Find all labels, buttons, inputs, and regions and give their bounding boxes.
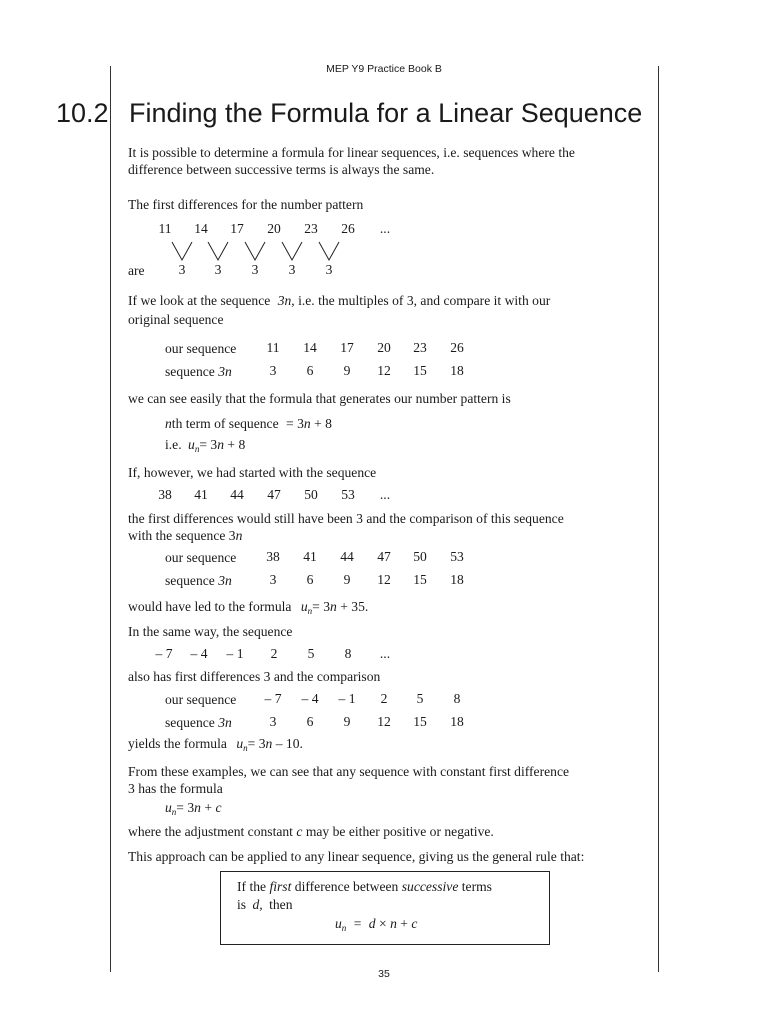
table-cell: 6 xyxy=(306,572,314,587)
row-label-our: our sequence xyxy=(165,341,237,356)
rule-text-c: terms xyxy=(461,879,492,894)
rule-successive: successive xyxy=(401,879,459,894)
formula1-ie: i.e. xyxy=(165,437,182,452)
second-line-a: the first differences would still have been 3 and the comparison of this sequence xyxy=(128,511,564,526)
table-cell: 14 xyxy=(303,340,317,355)
table-cell: 41 xyxy=(303,549,317,564)
rule-box-line-2 xyxy=(237,896,293,915)
formula1-tail: + 8 xyxy=(310,416,332,431)
second-line-b-text: with the sequence 3 xyxy=(128,528,236,543)
rule-c: c xyxy=(411,916,418,931)
rule-n: n xyxy=(390,916,397,931)
formula3-line xyxy=(128,735,303,755)
table-cell: 12 xyxy=(377,572,391,587)
row-label-3n-var: 3n xyxy=(218,364,232,379)
difference-arrows xyxy=(0,238,768,268)
table-cell: 47 xyxy=(377,549,391,564)
pattern-ellipsis: ... xyxy=(379,221,391,236)
rule-eq: = xyxy=(353,916,362,931)
formula3-sub: n xyxy=(243,743,248,753)
general-line-1: From these examples, we can see that any sequence with constant first difference xyxy=(128,764,570,779)
pattern-term: 26 xyxy=(341,221,355,236)
sequence-term: 41 xyxy=(194,487,208,502)
sequence-ellipsis: ... xyxy=(379,646,391,661)
general-sub: n xyxy=(171,807,177,817)
formula1-lead: we can see easily that the formula that generates our number pattern is xyxy=(128,391,511,406)
formula1-sub: n xyxy=(194,444,200,454)
sequence-term: 38 xyxy=(158,487,172,502)
rule-text-b: difference between xyxy=(294,879,399,894)
pattern-term: 17 xyxy=(230,221,244,236)
table-cell: 23 xyxy=(413,340,427,355)
are-label: are xyxy=(128,263,145,278)
table-cell: 3 xyxy=(269,363,277,378)
row-label-3n xyxy=(165,714,232,733)
table-cell: 3 xyxy=(269,572,277,587)
formula1-n3: n xyxy=(217,437,224,452)
formula1-n2: n xyxy=(303,416,311,431)
sequence-term: 44 xyxy=(230,487,244,502)
difference-value: 3 xyxy=(251,262,259,277)
row-label-our: our sequence xyxy=(165,550,237,565)
pattern-term: 20 xyxy=(267,221,281,236)
sequence-term: 8 xyxy=(344,646,352,661)
row-label-3n-var: 3n xyxy=(218,715,232,730)
third-line-2: also has first differences 3 and the comparison xyxy=(128,669,381,684)
table-cell: 11 xyxy=(266,340,280,355)
formula2-u: u xyxy=(300,599,308,614)
row-label-3n-text: sequence xyxy=(165,573,215,588)
difference-value: 3 xyxy=(288,262,296,277)
second-line-b xyxy=(128,527,242,546)
formula2-sub: n xyxy=(307,606,313,616)
table-cell: 17 xyxy=(340,340,354,355)
row-label-3n-var: 3n xyxy=(218,573,232,588)
table-cell: 18 xyxy=(450,363,464,378)
general-formula xyxy=(165,799,221,819)
table-cell: 26 xyxy=(450,340,464,355)
difference-value: 3 xyxy=(178,262,186,277)
table-cell: 6 xyxy=(306,363,314,378)
sequence-term: – 7 xyxy=(155,646,173,661)
intro-line-1: It is possible to determine a formula for linear sequences, i.e. sequences where the xyxy=(128,145,575,160)
formula2-lead: would have led to the formula xyxy=(128,599,292,614)
formula1-line-2 xyxy=(165,436,245,456)
formula1-eq: = 3 xyxy=(286,416,304,431)
rule-u: u xyxy=(335,916,342,931)
adjustment-text-b: may be either positive or negative. xyxy=(305,824,494,839)
difference-v xyxy=(245,242,265,260)
row-label-our: our sequence xyxy=(165,692,237,707)
general-line-2: 3 has the formula xyxy=(128,781,223,796)
difference-v xyxy=(282,242,302,260)
table-cell: 53 xyxy=(450,549,464,564)
table-cell: 2 xyxy=(380,691,388,706)
rule-d: d, xyxy=(252,897,263,912)
pattern-term: 11 xyxy=(158,221,172,236)
sequence-term: 47 xyxy=(267,487,281,502)
section-number: 10.2 xyxy=(56,98,109,128)
compare-text-b: , i.e. the multiples of 3, and compare it with our xyxy=(291,293,551,308)
rule-box-line-1 xyxy=(237,878,492,897)
row-label-3n-text: sequence xyxy=(165,364,215,379)
adjustment-text: where the adjustment constant xyxy=(128,824,293,839)
general-u: u xyxy=(165,800,172,815)
table-cell: 38 xyxy=(266,549,280,564)
rule-plus: + xyxy=(400,916,408,931)
table-cell: 12 xyxy=(377,714,391,729)
table-cell: 15 xyxy=(413,714,427,729)
page-number: 35 xyxy=(378,968,390,980)
pattern-term: 14 xyxy=(194,221,208,236)
row-label-3n xyxy=(165,572,232,591)
table-cell: 44 xyxy=(340,549,354,564)
right-margin-rule xyxy=(658,66,659,972)
pattern-term: 23 xyxy=(304,221,318,236)
table-cell: 9 xyxy=(343,572,351,587)
formula1-n: n xyxy=(165,416,172,431)
table-cell: 18 xyxy=(450,572,464,587)
difference-v xyxy=(208,242,228,260)
formula3-tail: – 10. xyxy=(272,736,303,751)
math-3n xyxy=(278,293,292,308)
row-label-3n-text: sequence xyxy=(165,715,215,730)
table-cell: 8 xyxy=(453,691,461,706)
row-label-3n xyxy=(165,363,232,382)
rule-is: is xyxy=(237,897,247,912)
table-cell: 20 xyxy=(377,340,391,355)
formula1-text: th term of sequence xyxy=(171,416,279,431)
table-cell: 3 xyxy=(269,714,277,729)
third-lead: In the same way, the sequence xyxy=(128,624,293,639)
general-plus: + xyxy=(200,800,216,815)
rule-text: If the xyxy=(237,879,267,894)
rule-sub: n xyxy=(341,923,347,933)
first-diff-lead: The first differences for the number pattern xyxy=(128,197,364,212)
formula1-eq2: = 3 xyxy=(199,437,218,452)
table-cell: – 4 xyxy=(301,691,319,706)
difference-v xyxy=(319,242,339,260)
table-cell: 15 xyxy=(413,363,427,378)
sequence-ellipsis: ... xyxy=(379,487,391,502)
section-title: Finding the Formula for a Linear Sequence xyxy=(129,98,643,128)
math-3n-text: 3n xyxy=(277,293,292,308)
adjustment-c: c xyxy=(296,824,303,839)
second-line-b-var: n xyxy=(235,528,243,543)
table-cell: 15 xyxy=(413,572,427,587)
general-c: c xyxy=(215,800,222,815)
sequence-term: – 4 xyxy=(190,646,208,661)
formula3-u: u xyxy=(236,736,244,751)
rule-lead: This approach can be applied to any linear sequence, giving us the general rule that: xyxy=(128,849,585,864)
sequence-term: 53 xyxy=(341,487,355,502)
second-lead: If, however, we had started with the sequence xyxy=(128,465,377,480)
table-cell: 9 xyxy=(343,363,351,378)
running-header: MEP Y9 Practice Book B xyxy=(326,63,442,75)
left-margin-rule xyxy=(110,66,111,972)
sequence-term: 2 xyxy=(270,646,278,661)
adjustment-line xyxy=(128,823,494,842)
table-cell: 50 xyxy=(413,549,427,564)
difference-value: 3 xyxy=(214,262,222,277)
formula3-eq: = 3 xyxy=(247,736,266,751)
formula2-n: n xyxy=(330,599,337,614)
table-cell: 6 xyxy=(306,714,314,729)
formula3-lead: yields the formula xyxy=(128,736,227,751)
table-cell: 9 xyxy=(343,714,351,729)
formula2-line xyxy=(128,598,368,618)
formula2-tail: + 35. xyxy=(336,599,369,614)
general-eq: = 3 xyxy=(176,800,195,815)
rule-d-var: d xyxy=(368,916,376,931)
formula2-eq: = 3 xyxy=(312,599,331,614)
compare-text: If we look at the sequence xyxy=(128,293,271,308)
general-n: n xyxy=(194,800,201,815)
rule-times: × xyxy=(378,916,387,931)
formula1-line-1 xyxy=(165,415,332,434)
intro-line-2: difference between successive terms is always the same. xyxy=(128,162,435,177)
table-cell: 12 xyxy=(377,363,391,378)
table-cell: – 1 xyxy=(338,691,356,706)
rule-then: then xyxy=(269,897,293,912)
compare-line-2: original sequence xyxy=(128,312,224,327)
sequence-term: 5 xyxy=(307,646,315,661)
sequence-term: 50 xyxy=(304,487,318,502)
table-cell: 5 xyxy=(416,691,424,706)
rule-first: first xyxy=(269,879,292,894)
table-cell: – 7 xyxy=(264,691,282,706)
table-cell: 18 xyxy=(450,714,464,729)
difference-value: 3 xyxy=(325,262,333,277)
difference-v xyxy=(172,242,192,260)
formula1-u: u xyxy=(188,437,195,452)
compare-line-1 xyxy=(128,292,550,311)
rule-box-formula xyxy=(335,915,417,935)
formula3-n: n xyxy=(265,736,273,751)
sequence-term: – 1 xyxy=(226,646,244,661)
formula1-tail2: + 8 xyxy=(223,437,246,452)
